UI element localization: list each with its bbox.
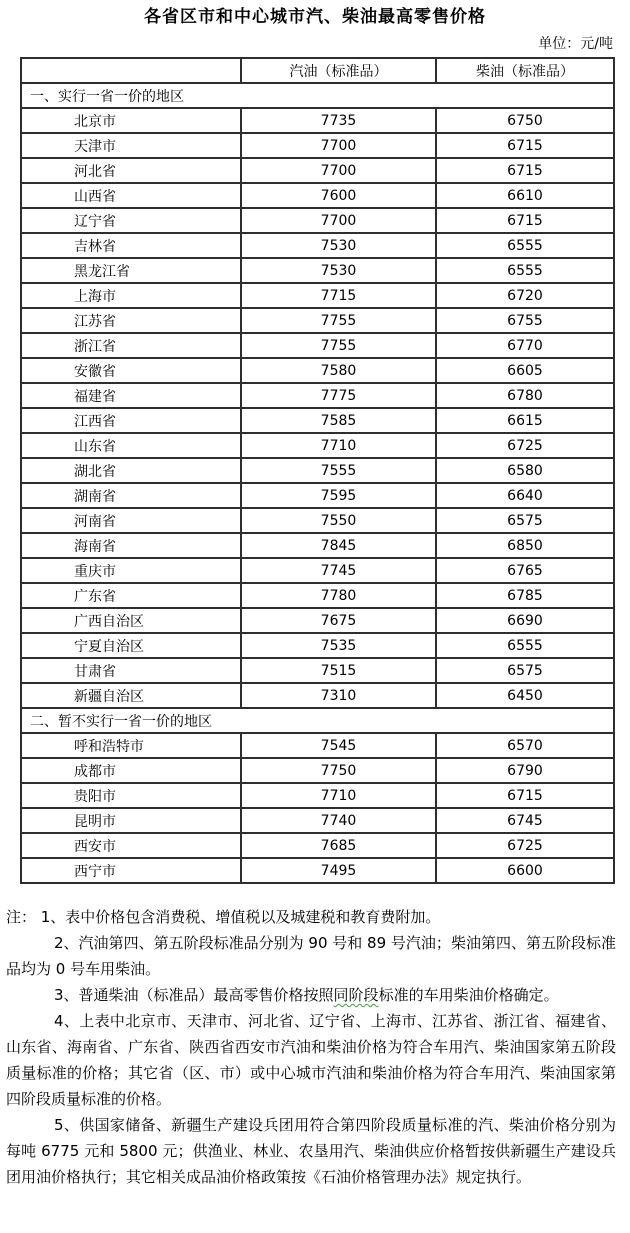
section-label: 二、暂不实行一省一价的地区 [21,708,614,733]
table-row [21,683,614,708]
region-cell: 西安市 [21,833,241,858]
diesel-price-cell: 6570 [436,733,614,758]
region-cell: 呼和浩特市 [21,733,241,758]
diesel-price-cell: 6555 [436,633,614,658]
region-cell: 甘肃省 [21,658,241,683]
table-row [21,533,614,558]
table-row [21,333,614,358]
section-row [21,708,614,733]
region-cell: 浙江省 [21,333,241,358]
diesel-price-cell: 6575 [436,658,614,683]
region-cell: 安徽省 [21,358,241,383]
diesel-price-cell: 6610 [436,183,614,208]
table-row [21,808,614,833]
diesel-price-cell: 6790 [436,758,614,783]
diesel-price-cell: 6555 [436,258,614,283]
diesel-price-cell: 6600 [436,858,614,883]
region-cell: 西宁市 [21,858,241,883]
gasoline-price-cell: 7780 [241,583,436,608]
header-row [21,58,614,83]
region-cell: 成都市 [21,758,241,783]
note-text: 4、上表中北京市、天津市、河北省、辽宁省、上海市、江苏省、浙江省、福建省、山东省、海南省、广东省、陕西省西安市汽油和柴油价格为符合车用汽、柴油国家第五阶段质量标准的价格；其它省（区、市）或中心城市汽油和柴油价格为符合车用汽、柴油国家第四阶段质量标准的价格。 [6,1012,616,1108]
diesel-price-cell: 6780 [436,383,614,408]
note-paragraph [6,930,616,982]
gasoline-price-cell: 7550 [241,508,436,533]
region-cell: 重庆市 [21,558,241,583]
region-cell: 山西省 [21,183,241,208]
table-row [21,558,614,583]
region-cell: 山东省 [21,433,241,458]
table-row [21,108,614,133]
region-cell: 天津市 [21,133,241,158]
table-row [21,508,614,533]
diesel-price-cell: 6690 [436,608,614,633]
gasoline-price-cell: 7675 [241,608,436,633]
table-row [21,833,614,858]
gasoline-price-cell: 7530 [241,258,436,283]
gasoline-price-cell: 7755 [241,308,436,333]
table-row [21,383,614,408]
note-text: 3、普通柴油（标准品）最高零售价格按照 [54,986,334,1004]
gasoline-price-cell: 7710 [241,433,436,458]
note-paragraph [6,1008,616,1112]
table-row [21,458,614,483]
diesel-price-cell: 6580 [436,458,614,483]
page-title: 各省区市和中心城市汽、柴油最高零售价格 [144,7,486,27]
region-cell: 新疆自治区 [21,683,241,708]
corner-cell [21,58,241,83]
diesel-price-cell: 6555 [436,233,614,258]
region-cell: 江苏省 [21,308,241,333]
diesel-price-cell: 6745 [436,808,614,833]
diesel-price-cell: 6715 [436,208,614,233]
table-row [21,658,614,683]
region-cell: 宁夏自治区 [21,633,241,658]
diesel-price-cell: 6450 [436,683,614,708]
table-row [21,733,614,758]
diesel-price-cell: 6715 [436,133,614,158]
gasoline-price-cell: 7750 [241,758,436,783]
section-label: 一、实行一省一价的地区 [21,83,614,108]
region-cell: 福建省 [21,383,241,408]
diesel-price-cell: 6715 [436,783,614,808]
table-row [21,758,614,783]
gasoline-price-cell: 7580 [241,358,436,383]
diesel-price-cell: 6605 [436,358,614,383]
region-cell: 黑龙江省 [21,258,241,283]
table-row [21,308,614,333]
region-cell: 昆明市 [21,808,241,833]
diesel-price-cell: 6725 [436,433,614,458]
table-row [21,358,614,383]
gasoline-price-cell: 7515 [241,658,436,683]
table-row [21,608,614,633]
gasoline-price-cell: 7585 [241,408,436,433]
table-row [21,183,614,208]
table-row [21,783,614,808]
region-cell: 海南省 [21,533,241,558]
column-header: 柴油（标准品） [436,58,614,83]
gasoline-price-cell: 7740 [241,808,436,833]
diesel-price-cell: 6750 [436,108,614,133]
gasoline-price-cell: 7495 [241,858,436,883]
table-row [21,433,614,458]
gasoline-price-cell: 7735 [241,108,436,133]
table-row [21,483,614,508]
diesel-price-cell: 6615 [436,408,614,433]
column-header: 汽油（标准品） [241,58,436,83]
region-cell: 广东省 [21,583,241,608]
diesel-price-cell: 6575 [436,508,614,533]
gasoline-price-cell: 7845 [241,533,436,558]
note-paragraph [6,1112,616,1190]
table-row [21,408,614,433]
note-text: 2、汽油第四、第五阶段标准品分别为 90 号和 89 号汽油；柴油第四、第五阶段标准品均为 0 号车用柴油。 [6,934,616,978]
table-row [21,858,614,883]
region-cell: 北京市 [21,108,241,133]
diesel-price-cell: 6640 [436,483,614,508]
table-row [21,583,614,608]
gasoline-price-cell: 7555 [241,458,436,483]
gasoline-price-cell: 7535 [241,633,436,658]
region-cell: 贵阳市 [21,783,241,808]
region-cell: 河南省 [21,508,241,533]
gasoline-price-cell: 7600 [241,183,436,208]
price-table [20,57,615,884]
gasoline-price-cell: 7700 [241,158,436,183]
note-text: 注： 1、表中价格包含消费税、增值税以及城建税和教育费附加。 [6,908,441,926]
region-cell: 江西省 [21,408,241,433]
region-cell: 河北省 [21,158,241,183]
region-cell: 吉林省 [21,233,241,258]
notes-block [0,904,630,1190]
gasoline-price-cell: 7745 [241,558,436,583]
gasoline-price-cell: 7700 [241,208,436,233]
gasoline-price-cell: 7715 [241,283,436,308]
gasoline-price-cell: 7685 [241,833,436,858]
note-text: 标准的车用柴油价格确定。 [378,986,559,1004]
gasoline-price-cell: 7700 [241,133,436,158]
diesel-price-cell: 6770 [436,333,614,358]
gasoline-price-cell: 7545 [241,733,436,758]
diesel-price-cell: 6785 [436,583,614,608]
region-cell: 湖南省 [21,483,241,508]
gasoline-price-cell: 7755 [241,333,436,358]
diesel-price-cell: 6850 [436,533,614,558]
price-table-head [21,58,614,83]
diesel-price-cell: 6720 [436,283,614,308]
diesel-price-cell: 6765 [436,558,614,583]
diesel-price-cell: 6755 [436,308,614,333]
gasoline-price-cell: 7775 [241,383,436,408]
gasoline-price-cell: 7595 [241,483,436,508]
table-row [21,158,614,183]
gasoline-price-cell: 7710 [241,783,436,808]
note-text: 5、供国家储备、新疆生产建设兵团用符合第四阶段质量标准的汽、柴油价格分别为每吨 6775 元和 5800 元；供渔业、林业、农垦用汽、柴油供应价格暂按供新疆生产建设兵团用油价格执行；其它相关成品油价格政策按《石油价格管理办法》规定执行。 [6,1116,616,1186]
gasoline-price-cell: 7310 [241,683,436,708]
table-row [21,133,614,158]
section-row [21,83,614,108]
diesel-price-cell: 6725 [436,833,614,858]
note-paragraph [6,904,616,930]
region-cell: 广西自治区 [21,608,241,633]
table-row [21,208,614,233]
unit-label: 单位：元/吨 [538,36,613,52]
region-cell: 湖北省 [21,458,241,483]
table-row [21,283,614,308]
region-cell: 辽宁省 [21,208,241,233]
region-cell: 上海市 [21,283,241,308]
spellcheck-wavy-underline: 同阶段 [333,986,379,1004]
table-row [21,258,614,283]
price-table-body [21,83,614,883]
table-row [21,633,614,658]
table-row [21,233,614,258]
diesel-price-cell: 6715 [436,158,614,183]
gasoline-price-cell: 7530 [241,233,436,258]
note-paragraph [6,982,616,1008]
